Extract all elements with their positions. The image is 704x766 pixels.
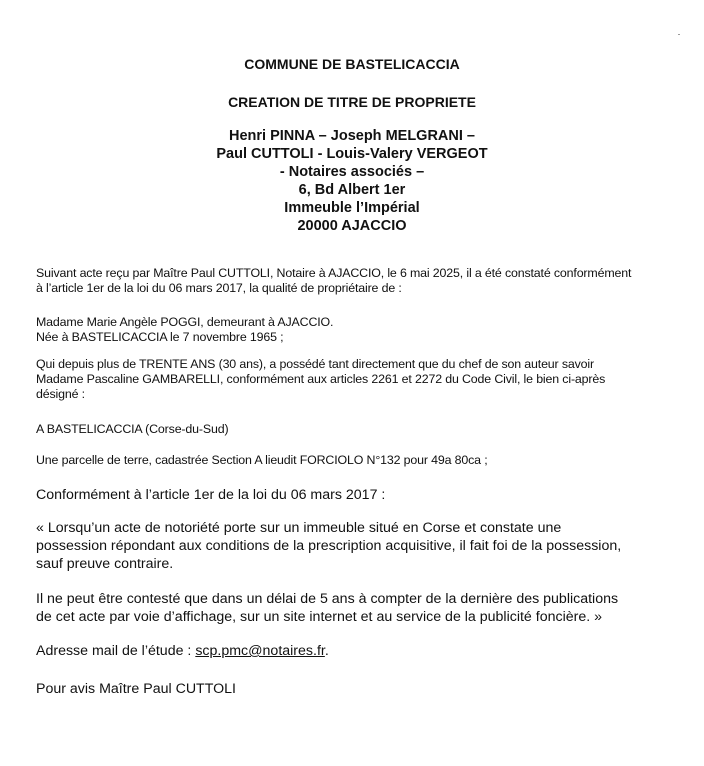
notary-address-city: 20000 AJACCIO [297, 218, 407, 234]
intro-line: à l’article 1er de la loi du 06 mars 2017, la qualité de propriétaire de : [36, 281, 402, 295]
signature-line: Pour avis Maître Paul CUTTOLI [36, 681, 237, 697]
act-type-title: CREATION DE TITRE DE PROPRIETE [228, 94, 476, 110]
possession-line: Madame Pascaline GAMBARELLI, conformément aux articles 2261 et 2272 du Code Civil, le bien ci-après [36, 372, 606, 386]
quote-line: Il ne peut être contesté que dans un délai de 5 ans à compter de la dernière des publications [36, 591, 619, 607]
possession-line: désigné : [36, 387, 85, 401]
location-line: A BASTELICACCIA (Corse-du-Sud) [36, 422, 229, 436]
email-line [36, 642, 686, 660]
owner-line: Madame Marie Angèle POGGI, demeurant à AJACCIO. [36, 315, 334, 329]
intro-paragraph [36, 266, 676, 296]
notary-office-block [0, 127, 704, 235]
email-link[interactable]: scp.pmc@notaires.fr [195, 643, 325, 659]
notary-names-line-1: Henri PINNA – Joseph MELGRANI – [228, 128, 475, 144]
owner-paragraph [36, 315, 676, 345]
notary-associates-line: - Notaires associés – [279, 164, 425, 180]
notary-address-building: Immeuble l’Impérial [284, 200, 420, 216]
quote-line: « Lorsqu’un acte de notoriété porte sur un immeuble situé en Corse et constate une [36, 520, 562, 536]
quote-line: de cet acte par voie d’affichage, sur un site internet et au service de la publicité foncière. » [36, 609, 602, 625]
quote-line: sauf preuve contraire. [36, 556, 174, 572]
commune-title: COMMUNE DE BASTELICACCIA [244, 56, 460, 72]
conformity-line: Conformément à l’article 1er de la loi du 06 mars 2017 : [36, 487, 386, 503]
notary-names-line-2: Paul CUTTOLI - Louis-Valery VERGEOT [216, 146, 488, 162]
quote-line: possession répondant aux conditions de la prescription acquisitive, il fait foi de la possession, [36, 538, 622, 554]
notary-address-street: 6, Bd Albert 1er [298, 182, 406, 198]
quote-paragraph-2 [36, 590, 686, 626]
scan-speck [678, 34, 680, 35]
parcel-line: Une parcelle de terre, cadastrée Section A lieudit FORCIOLO N°132 pour 49a 80ca ; [36, 453, 488, 467]
possession-paragraph [36, 357, 676, 402]
intro-line: Suivant acte reçu par Maître Paul CUTTOLI, Notaire à AJACCIO, le 6 mai 2025, il a été constaté conformément [36, 266, 632, 280]
email-label: Adresse mail de l’étude : [36, 643, 196, 659]
quote-paragraph-1 [36, 519, 686, 573]
possession-line: Qui depuis plus de TRENTE ANS (30 ans), a possédé tant directement que du chef de son auteur savoir [36, 357, 594, 371]
email-suffix: . [324, 643, 329, 659]
owner-line: Née à BASTELICACCIA le 7 novembre 1965 ; [36, 330, 284, 344]
